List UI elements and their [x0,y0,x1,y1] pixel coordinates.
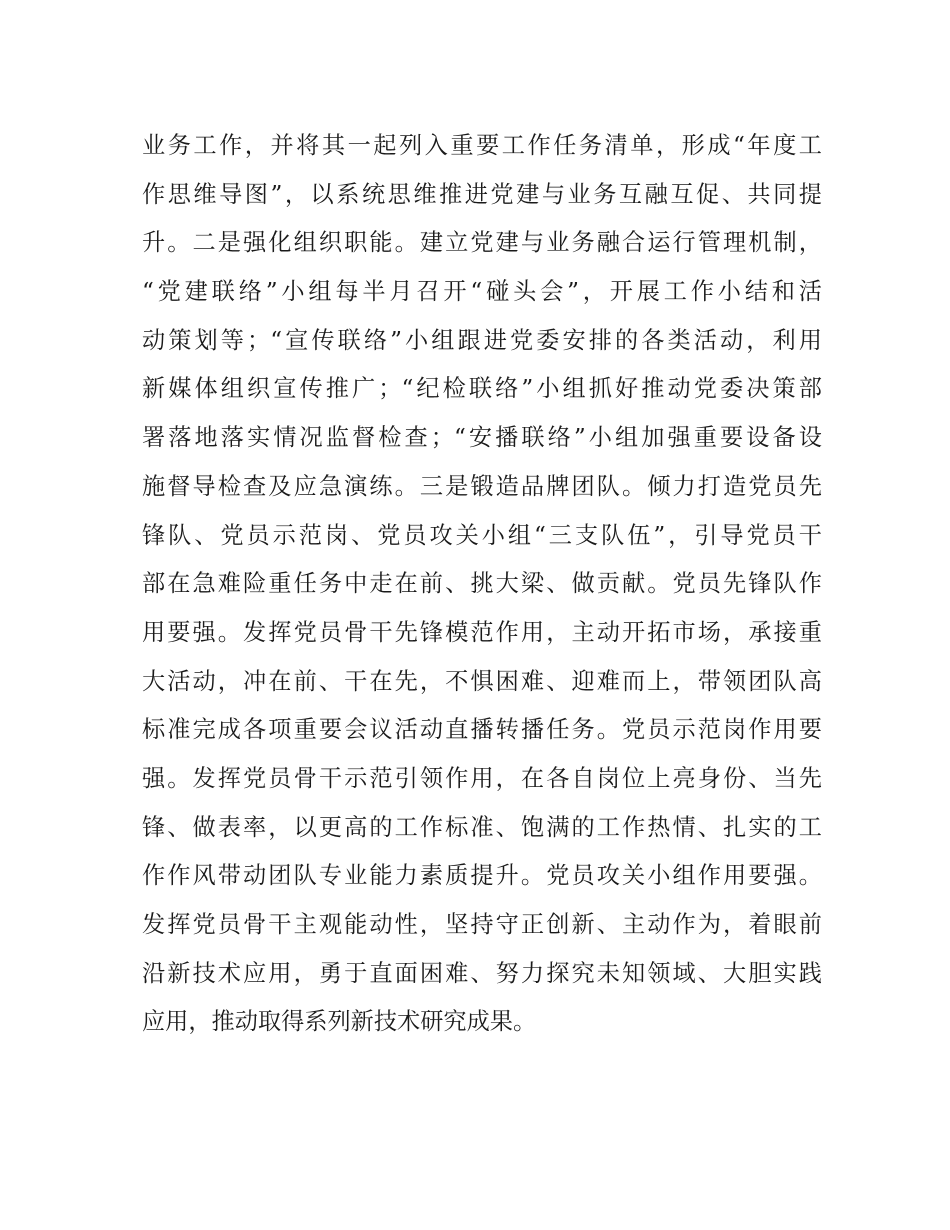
text-line: 大活动，冲在前、干在先，不惧困难、迎难而上，带领团队高 [142,667,822,695]
text-line: 锋队、党员示范岗、党员攻关小组“三支队伍”，引导党员干 [142,521,822,549]
text-line: 动策划等；“宣传联络”小组跟进党委安排的各类活动，利用 [142,326,822,354]
text-line: 新媒体组织宣传推广；“纪检联络”小组抓好推动党委决策部 [142,375,822,403]
text-line: 标准完成各项重要会议活动直播转播任务。党员示范岗作用要 [142,716,822,744]
text-line: 部在急难险重任务中走在前、挑大梁、做贡献。党员先锋队作 [142,570,822,598]
text-line: 发挥党员骨干主观能动性，坚持守正创新、主动作为，着眼前 [142,911,822,938]
body-paragraph [142,122,822,1047]
text-line: 沿新技术应用，勇于直面困难、努力探究未知领域、大胆实践 [142,959,822,987]
text-line: 升。二是强化组织职能。建立党建与业务融合运行管理机制， [142,229,822,257]
text-line: 署落地落实情况监督检查；“安播联络”小组加强重要设备设 [142,424,822,452]
text-line: 作思维导图”，以系统思维推进党建与业务互融互促、共同提 [142,180,822,208]
text-line: 业务工作，并将其一起列入重要工作任务清单，形成“年度工 [142,132,822,159]
text-line: 作作风带动团队专业能力素质提升。党员攻关小组作用要强。 [142,862,822,890]
text-line: “党建联络”小组每半月召开“碰头会”，开展工作小结和活 [142,278,822,306]
text-line: 强。发挥党员骨干示范引领作用，在各自岗位上亮身份、当先 [142,764,822,792]
text-line: 锋、做表率，以更高的工作标准、饱满的工作热情、扎实的工 [142,813,822,841]
text-line: 用要强。发挥党员骨干先锋模范作用，主动开拓市场，承接重 [142,618,822,646]
text-line: 施督导检查及应急演练。三是锻造品牌团队。倾力打造党员先 [142,472,822,500]
text-line: 应用，推动取得系列新技术研究成果。 [142,1008,537,1036]
